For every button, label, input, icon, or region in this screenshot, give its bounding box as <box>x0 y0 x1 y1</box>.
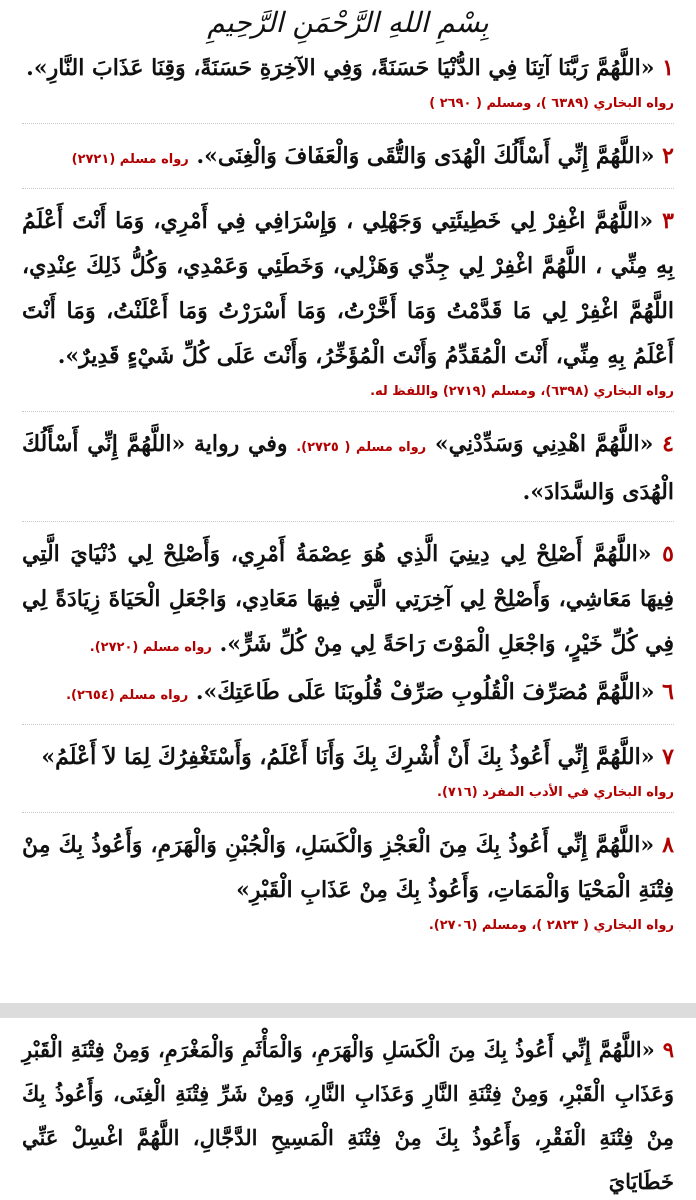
dua-text: «اللَّهُمَّ إِنِّي أَسْأَلُكَ الْهُدَى وَالتُّقَى وَالْعَفَافَ وَالْغِنَى». <box>196 143 655 169</box>
basmala-heading: بِسْمِ اللهِ الرَّحْمَنِ الرَّحِيمِ <box>207 6 489 39</box>
entry-number: ٥ <box>662 541 674 567</box>
dua-entry-3 <box>22 199 674 405</box>
divider <box>22 411 674 412</box>
dua-text: «اللَّهُمَّ إِنِّي أَعُوذُ بِكَ مِنَ الْعَجْزِ وَالْكَسَلِ، وَالْجُبْنِ وَالْهَرَمِ، وَأَعُوذُ بِكَ مِنْ فِتْنَةِ الْمَحْيَا وَالْمَمَاتِ، وَأَعُوذُ بِكَ مِنْ عَذَابِ الْقَبْرِ» <box>22 832 674 903</box>
dua-text: «اللَّهُمَّ إِنِّي أَعُوذُ بِكَ مِنَ الْكَسَلِ وَالْهَرَمِ، وَالْمَأْثَمِ وَالْمَغْرَمِ، وَمِنْ فِتْنَةِ الْقَبْرِ وَعَذَابِ الْقَبْرِ، وَمِنْ فِتْنَةِ النَّارِ وَعَذَابِ النَّارِ، وَمِنْ شَرِّ فِتْنَةِ الْغِنَى، وَأَعُوذُ بِكَ مِنْ فِتْنَةِ الْفَقْرِ، وَأَعُوذُ بِكَ مِنْ فِتْنَةِ الْمَسِيحِ الدَّجَّالِ، اللَّهُمَّ اغْسِلْ عَنِّي خَطَايَايَ <box>22 1037 674 1194</box>
dua-entry-2 <box>22 134 674 182</box>
entry-number: ٨ <box>662 832 674 858</box>
hadith-reference: رواه البخاري (٦٣٩٨)، ومسلم (٢٧١٩) واللفظ له. <box>370 384 674 399</box>
page-2 <box>0 1018 696 1200</box>
divider <box>22 521 674 522</box>
divider <box>22 724 674 725</box>
divider <box>22 188 674 189</box>
dua-text: «اللَّهُمَّ اغْفِرْ لِي خَطِيئَتِي وَجَهْلِي ، وَإِسْرَافِي فِي أَمْرِي، وَمَا أَنْتَ أَعْلَمُ بِهِ مِنِّي ، اللَّهُمَّ اغْفِرْ لِي جِدِّي وَهَزْلِي، وَخَطَئِي وَعَمْدِي، وَكُلُّ ذَلِكَ عِنْدِي، اللَّهُمَّ اغْفِرْ لِي مَا قَدَّمْتُ وَمَا أَخَّرْتُ، وَمَا أَسْرَرْتُ وَمَا أَعْلَنْتُ، وَمَا أَنْتَ أَعْلَمُ بِهِ مِنِّي، أَنْتَ الْمُقَدِّمُ وَأَنْتَ الْمُؤَخِّرُ، وَأَنْتَ عَلَى كُلِّ شَيْءٍ قَدِيرٌ». <box>22 208 674 369</box>
entry-number: ٣ <box>662 208 674 234</box>
dua-text: «اللَّهُمَّ رَبَّنَا آتِنَا فِي الدُّنْيَا حَسَنَةً، وَفِي الآخِرَةِ حَسَنَةً، وَقِنَا عَذَابَ النَّارِ». <box>26 55 655 81</box>
dua-entry-4 <box>22 422 674 515</box>
dua-text: «اللَّهُمَّ إِنِّي أَعُوذُ بِكَ أَنْ أُشْرِكَ بِكَ وَأَنَا أَعْلَمُ، وَأَسْتَغْفِرُكَ لِمَا لاَ أَعْلَمُ» <box>41 744 655 770</box>
dua-text: «اللَّهُمَّ أَصْلِحْ لِي دِينِيَ الَّذِي هُوَ عِصْمَةُ أَمْرِي، وَأَصْلِحْ لِي دُنْيَايَ الَّتِي فِيهَا مَعَاشِي، وَأَصْلِحْ لِي آخِرَتِي الَّتِي فِيهَا مَعَادِي، وَاجْعَلِ الْحَيَاةَ زِيَادَةً لِي فِي كُلِّ خَيْرٍ، وَاجْعَلِ الْمَوْتَ رَاحَةً لِي مِنْ كُلِّ شَرٍّ». <box>22 541 674 657</box>
dua-text-variant: وفي رواية «اللَّهُمَّ إِنِّي أَسْأَلُكَ الْهُدَى وَالسَّدَادَ». <box>22 431 674 505</box>
divider <box>22 812 674 813</box>
dua-entry-9 <box>22 1018 674 1200</box>
entry-number: ١ <box>662 55 674 81</box>
hadith-reference: رواه البخاري (٦٣٨٩ )، ومسلم ( ٢٦٩٠ ) <box>429 96 674 111</box>
dua-entry-1 <box>22 46 674 117</box>
entry-number: ٤ <box>662 431 674 457</box>
entry-number: ٦ <box>662 679 674 705</box>
dua-text: «اللَّهُمَّ مُصَرِّفَ الْقُلُوبِ صَرِّفْ قُلُوبَنَا عَلَى طَاعَتِكَ». <box>195 679 655 705</box>
dua-entry-7 <box>22 735 674 806</box>
hadith-reference: رواه مسلم (٢٧٢١) <box>71 152 189 167</box>
dua-text: «اللَّهُمَّ اهْدِنِي وَسَدِّدْنِي» <box>434 431 654 457</box>
hadith-reference: رواه البخاري في الأدب المفرد (٧١٦). <box>437 785 674 800</box>
hadith-reference: رواه مسلم ( ٢٧٢٥). <box>296 440 427 455</box>
entry-number: ٢ <box>662 143 674 169</box>
hadith-reference: رواه مسلم (٢٦٥٤). <box>66 688 189 703</box>
dua-entry-5 <box>22 532 674 670</box>
divider <box>22 123 674 124</box>
dua-entry-8 <box>22 823 674 939</box>
hadith-reference: رواه البخاري ( ٢٨٢٣ )، ومسلم (٢٧٠٦). <box>428 918 674 933</box>
dua-entry-6 <box>22 670 674 718</box>
hadith-reference: رواه مسلم (٢٧٢٠). <box>89 640 212 655</box>
entry-number: ٧ <box>662 744 674 770</box>
entry-number: ٩ <box>662 1037 674 1062</box>
